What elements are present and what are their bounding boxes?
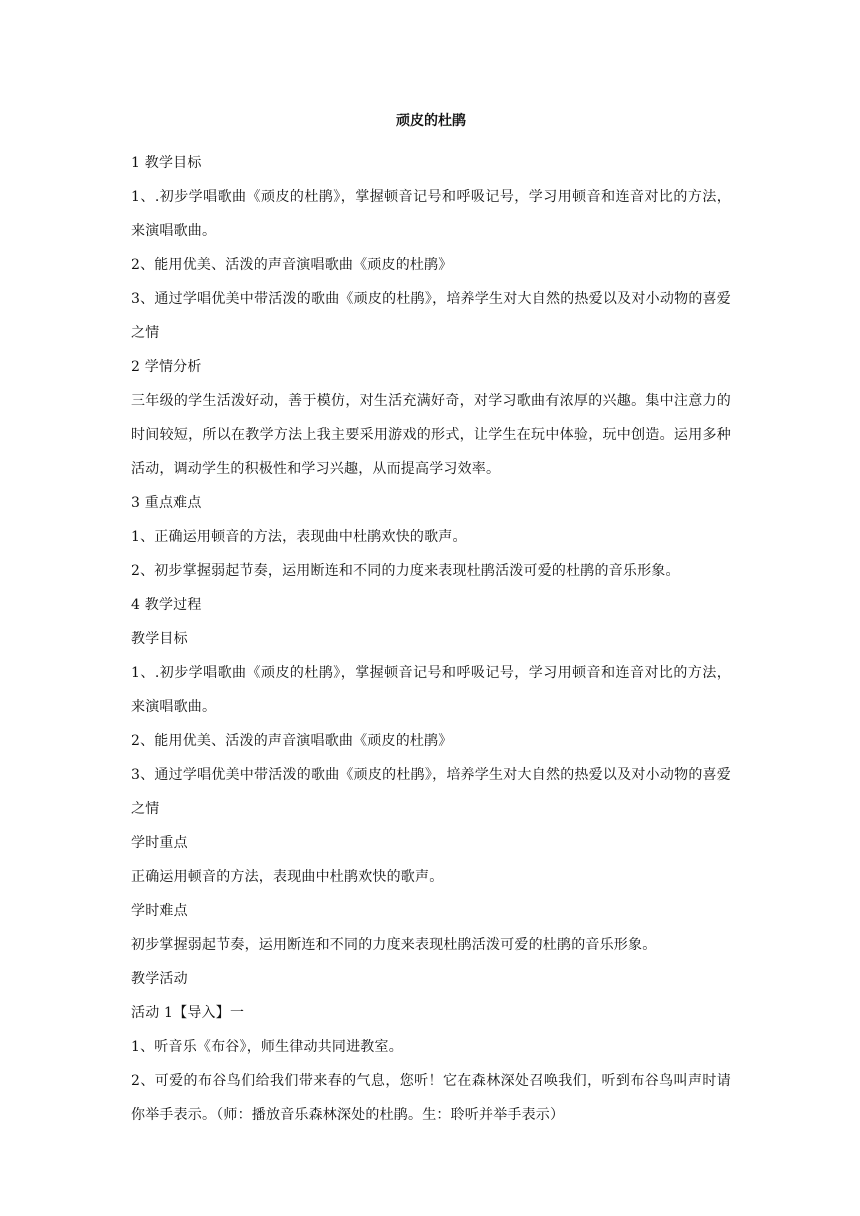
key-point-1: 1、正确运用顿音的方法，表现曲中杜鹃欢快的歌声。 [131,529,467,545]
section-heading-key-points: 3 重点难点 [131,495,202,511]
document-body [131,111,731,1132]
subheading-objectives: 教学目标 [131,631,188,647]
activity-step-1: 1、听音乐《布谷》，师生律动共同进教室。 [131,1039,403,1055]
process-objective-1: 1、.初步学唱歌曲《顽皮的杜鹃》，掌握顿音记号和呼吸记号，学习用顿音和连音对比的方法，来演唱歌曲。 [131,665,731,715]
section-heading-objectives: 1 教学目标 [131,155,202,171]
objective-1: 1、.初步学唱歌曲《顽皮的杜鹃》，掌握顿音记号和呼吸记号，学习用顿音和连音对比的方法，来演唱歌曲。 [131,189,731,239]
subheading-lesson-difficulty: 学时难点 [131,903,188,919]
objective-2: 2、能用优美、活泼的声音演唱歌曲《顽皮的杜鹃》 [131,257,453,273]
activity-1-heading: 活动 1【导入】一 [131,1005,245,1021]
activity-step-2: 2、可爱的布谷鸟们给我们带来春的气息，您听！它在森林深处召唤我们，听到布谷鸟叫声时请你举手表示。（师：播放音乐森林深处的杜鹃。生：聆听并举手表示） [131,1073,731,1123]
objective-3: 3、通过学唱优美中带活泼的歌曲《顽皮的杜鹃》，培养学生对大自然的热爱以及对小动物的喜爱之情 [131,291,731,341]
lesson-difficulty-text: 初步掌握弱起节奏，运用断连和不同的力度来表现杜鹃活泼可爱的杜鹃的音乐形象。 [131,937,657,953]
key-point-2: 2、初步掌握弱起节奏，运用断连和不同的力度来表现杜鹃活泼可爱的杜鹃的音乐形象。 [131,563,680,579]
process-objective-2: 2、能用优美、活泼的声音演唱歌曲《顽皮的杜鹃》 [131,733,453,749]
process-objective-3: 3、通过学唱优美中带活泼的歌曲《顽皮的杜鹃》，培养学生对大自然的热爱以及对小动物的喜爱之情 [131,767,731,817]
lesson-focus-text: 正确运用顿音的方法，表现曲中杜鹃欢快的歌声。 [131,869,444,885]
analysis-paragraph: 三年级的学生活泼好动，善于模仿，对生活充满好奇，对学习歌曲有浓厚的兴趣。集中注意力的时间较短，所以在教学方法上我主要采用游戏的形式，让学生在玩中体验，玩中创造。运用多种活动，调动学生的积极性和学习兴趣，从而提高学习效率。 [131,393,731,477]
subheading-lesson-focus: 学时重点 [131,835,188,851]
document-title: 顽皮的杜鹃 [396,113,466,129]
section-heading-process: 4 教学过程 [131,597,202,613]
section-heading-analysis: 2 学情分析 [131,359,202,375]
subheading-activities: 教学活动 [131,971,188,987]
